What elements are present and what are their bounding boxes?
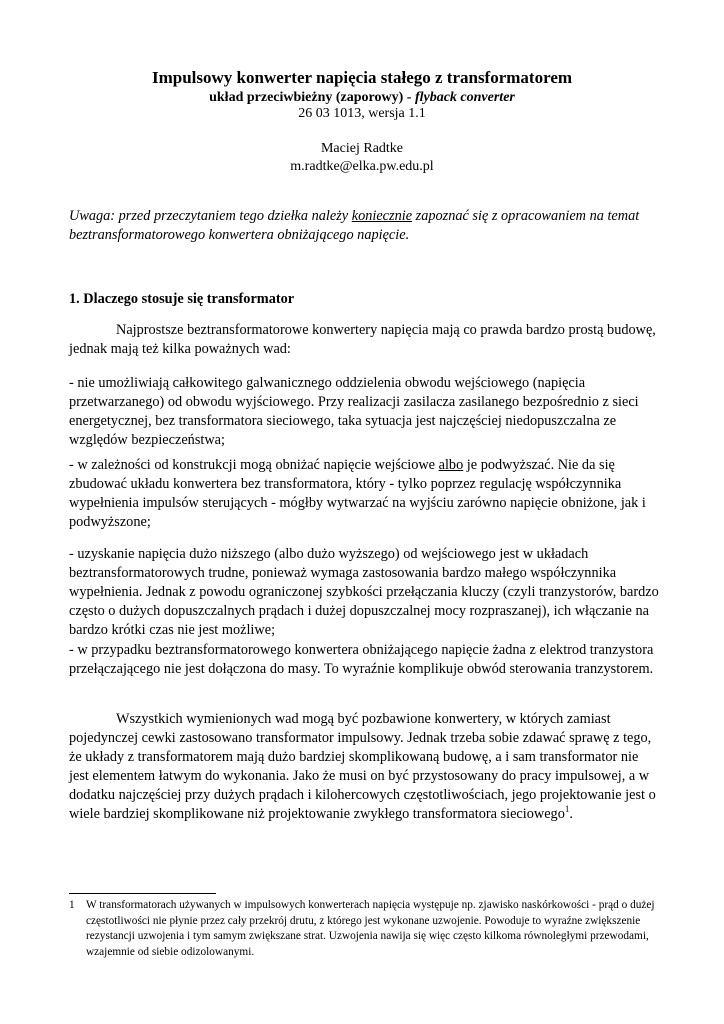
note-text-before: Uwaga: przed przeczytaniem tego dziełka należy <box>69 208 352 224</box>
dateline: 26 03 1013, wersja 1.1 <box>298 106 426 121</box>
section-heading: 1. Dlaczego stosuje się transformator <box>69 291 295 307</box>
note-text-after: zapoznać się z opracowaniem na temat beztransformatorowego konwertera obniżającego napięcie. <box>69 208 640 243</box>
list-item-galvanic: - nie umożliwiają całkowitego galwanicznego oddzielenia obwodu wejściowego (napięcia przetwarzanego) od obwodu wyjściowego. Przy realizacji zasilacza zasilanego bezpośrednio z sieci energetycznej, bez transformatora sieciowego, taka sytuacja jest najczęściej niedopuszczalna ze względów bezpieczeństwa; <box>69 375 639 448</box>
footnote-divider <box>69 893 216 894</box>
footnote-number: 1 <box>69 899 75 911</box>
intro-paragraph: Najprostsze beztransformatorowe konwertery napięcia mają co prawda bardzo prostą budowę, jednak mają też kilka poważnych wad: <box>69 322 656 357</box>
closing-end: . <box>569 806 573 822</box>
author-email: m.radtke@elka.pw.edu.pl <box>290 159 434 174</box>
list-item-ground: - w przypadku beztransformatorowego konwertera obniżającego napięcie żadna z elektrod tranzystora przełączającego nie jest dołączona do masy. To wyraźnie komplikuje obwód sterowania tranzystorem. <box>69 642 654 677</box>
footnote-reference: 1 <box>564 804 570 815</box>
note-emphasis: koniecznie <box>351 208 413 224</box>
list-item-step-up-down <box>69 456 660 532</box>
subtitle-main: układ przeciwbieżny (zaporowy) - <box>209 90 415 105</box>
closing-text: Wszystkich wymienionych wad mogą być pozbawione konwertery, w których zamiast pojedynczej cewki zastosowano transformator impulsowy. Jednak trzeba sobie zdawać sprawę z tego, że układy z transformatorem mają dużo bardziej skomplikowaną budowę, a i sam transformator nie jest elementem łatwym do wykonania. Jako że musi on być przystosowany do pracy impulsowej, a w dodatku najczęściej przy dużych prądach i kilohercowych częstotliwościach, jego projektowanie jest o wiele bardziej skomplikowane niż projektowanie zwykłego transformatora sieciowego <box>69 711 656 822</box>
page-subtitle <box>0 89 724 106</box>
footnote-text: W transformatorach używanych w impulsowych konwerterach napięcia występuje np. zjawisko naskórkowości - prąd o dużej częstotliwości nie płynie przez cały przekrój drutu, z którego jest wykonane uzwojenie. Powoduje to wyraźne zwiększenie rezystancji uzwojenia i tym samym zwiększane strat. Uzwojenia nawija się więc często kilkoma równoległymi przewodami, wzajemnie od siebie odizolowanymi. <box>86 899 655 958</box>
item2-emphasis: albo <box>438 457 464 473</box>
author-name: Maciej Radtke <box>320 141 404 156</box>
item2-text-before: - w zależności od konstrukcji mogą obniżać napięcie wejściowe <box>69 457 439 473</box>
list-item-duty-cycle: - uzyskanie napięcia dużo niższego (albo dużo wyższego) od wejściowego jest w układach beztransformatorowych trudne, ponieważ wymaga zastosowania bardzo małego współczynnika wypełnienia. Jednak z powodu ograniczonej szybkości przełączania kluczy (czyli tranzystorów, bardzo często o dużych dopuszczalnych prądach i dużej dopuszczalnej mocy rozpraszanej), ich włączanie na bardzo krótki czas nie jest możliwe; <box>69 546 659 638</box>
item2-text-after: je podwyższać. Nie da się zbudować układu konwertera bez transformatora, który - tylko poprzez regulację współczynnika wypełnienia impulsów sterujących - mógłby wytwarzać na wyjściu zarówno napięcie obniżone, jak i podwyższone; <box>69 457 646 530</box>
closing-paragraph <box>69 710 660 824</box>
subtitle-italic: flyback converter <box>414 90 515 105</box>
page-title: Impulsowy konwerter napięcia stałego z transformatorem <box>151 68 573 87</box>
reading-note <box>69 207 659 245</box>
